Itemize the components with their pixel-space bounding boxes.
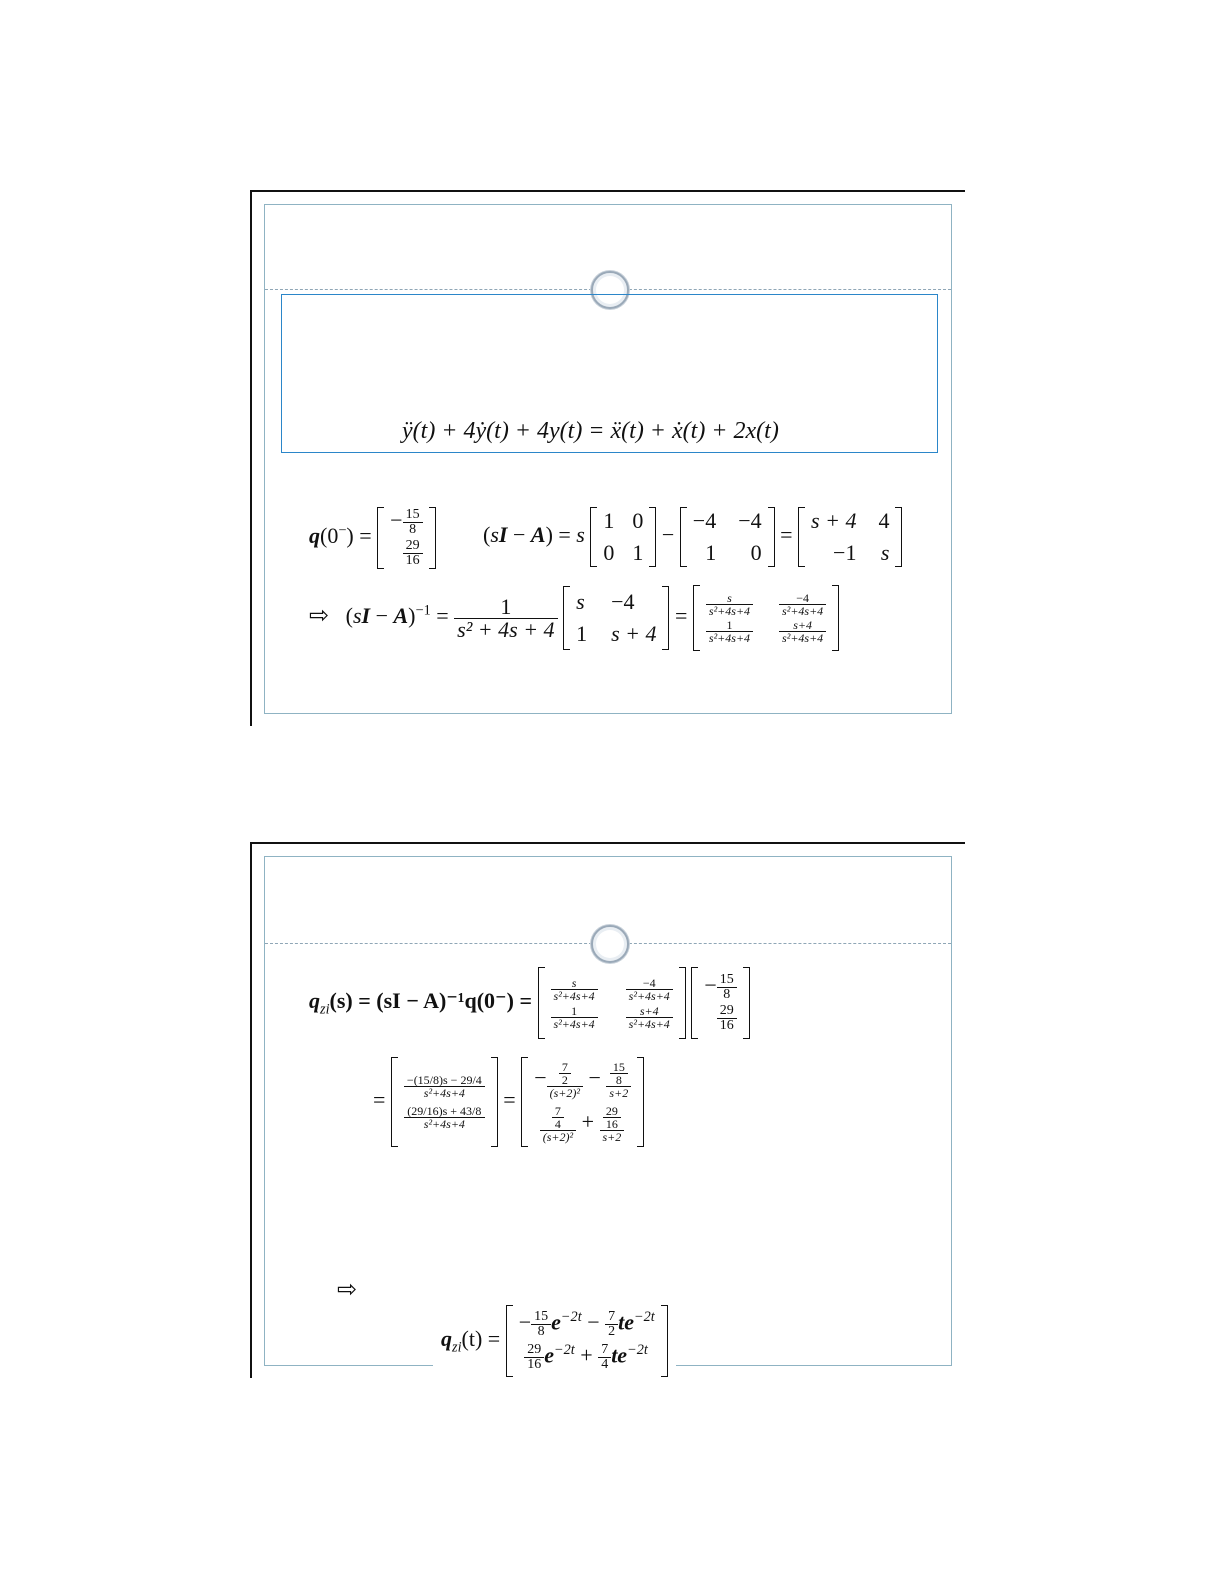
- identity-matrix: 1 0 0 1: [590, 507, 656, 567]
- sI-minus-A-equation: (sI − A) = s 1 0 0 1 − −4 −4 1 0 = s + 4 4 −1 s: [483, 507, 902, 567]
- inverse-matrix: $\frac{s}{\text{s²+4s+4}}$ $\frac{-4}{\text{s²+4s+4}}$ $\frac{1}{\text{s²+4s+4}}$ $\frac{s+4}{\text{s²+4s+4}}$: [693, 585, 839, 651]
- inverse-equation: ⇨ (sI − A)$^{-1}$ = $\frac{1}{\text{s² + 4s + 4}}$ s −4 1 s + 4 = $\frac{s}{\text{s²+4s+4}}$ $\frac{-4}{\text{s²+4s+4}}$ $\frac{1}{\text{s²+4s+4}}$ $\frac{s+4}{\text{s²+4s+4}}$: [309, 585, 839, 651]
- qzi-s-equation: $q_{zi}(s) = (sI - A)^{-1}q(0^-)$ = $\frac{s}{\text{s²+4s+4}}$ $\frac{-4}{\text{s²+4s+4}}$ $\frac{1}{\text{s²+4s+4}}$ $\frac{s+4}{\text{s²+4s+4}}$ − $\frac{15}{8}$ $\frac{29}{16}$: [309, 967, 750, 1039]
- implies-arrow-icon: ⇨: [337, 1275, 358, 1303]
- numerator-form-vector: $\frac{-(15/8)s - 29/4}{\text{s²+4s+4}}$ $\frac{(29/16)s + 43/8}{\text{s²+4s+4}}$: [391, 1057, 498, 1147]
- implies-arrow-icon: ⇨: [309, 601, 330, 630]
- initial-state-vector: q(0−) = − $\frac{15}{8}$ $\frac{29}{16}$: [309, 507, 436, 569]
- inverse-matrix: $\frac{s}{\text{s²+4s+4}}$ $\frac{-4}{\text{s²+4s+4}}$ $\frac{1}{\text{s²+4s+4}}$ $\frac{s+4}{\text{s²+4s+4}}$: [538, 967, 686, 1039]
- qzi-t-equation: $q_{zi}(t)$ = − $\frac{15}{8}$ $e^{-2t}$ − $\frac{7}{2}$ $te^{-2t}$ $\frac{29}{16}$ $e^{-2t}$ + $\frac{7}{4}$ $te^{-2t}$: [433, 1305, 676, 1377]
- differential-equation: ÿ(t) + 4ẏ(t) + 4y(t) = ẍ(t) + ẋ(t) + 2x(t): [402, 418, 779, 444]
- A-matrix: −4 −4 1 0: [680, 507, 775, 567]
- qzi-s-expanded: = $\frac{-(15/8)s - 29/4}{\text{s²+4s+4}}$ $\frac{(29/16)s + 43/8}{\text{s²+4s+4}}$ = − $\frac{\frac{7}{2}}{\text{(s+2)²}}$ − $\frac{\frac{15}{8}}{s+2}$ $\frac{\frac{7}{4}}{\text{(s+2)²}}$ + $\frac{\frac{29}{16}}{s+2}$: [373, 1057, 644, 1147]
- slide-1: [250, 190, 965, 726]
- ring-ornament-icon: [591, 925, 629, 963]
- slide-1-frame: [264, 204, 952, 714]
- slide-2: [250, 842, 965, 1378]
- partial-fraction-vector: − $\frac{\frac{7}{2}}{\text{(s+2)²}}$ − $\frac{\frac{15}{8}}{s+2}$ $\frac{\frac{7}{4}}{\text{(s+2)²}}$ + $\frac{\frac{29}{16}}{s+2}$: [521, 1057, 644, 1147]
- adjugate-matrix: s −4 1 s + 4: [563, 586, 669, 650]
- scalar-fraction: $\frac{1}{\text{s² + 4s + 4}}$: [454, 596, 557, 641]
- equation-box: [281, 294, 938, 453]
- sI-minus-A-result: s + 4 4 −1 s: [798, 507, 902, 567]
- slide-2-frame: [264, 856, 952, 1372]
- time-domain-vector: − $\frac{15}{8}$ $e^{-2t}$ − $\frac{7}{2}$ $te^{-2t}$ $\frac{29}{16}$ $e^{-2t}$ + $\frac{7}{4}$ $te^{-2t}$: [506, 1305, 668, 1377]
- initial-state-vector: − $\frac{15}{8}$ $\frac{29}{16}$: [691, 967, 749, 1039]
